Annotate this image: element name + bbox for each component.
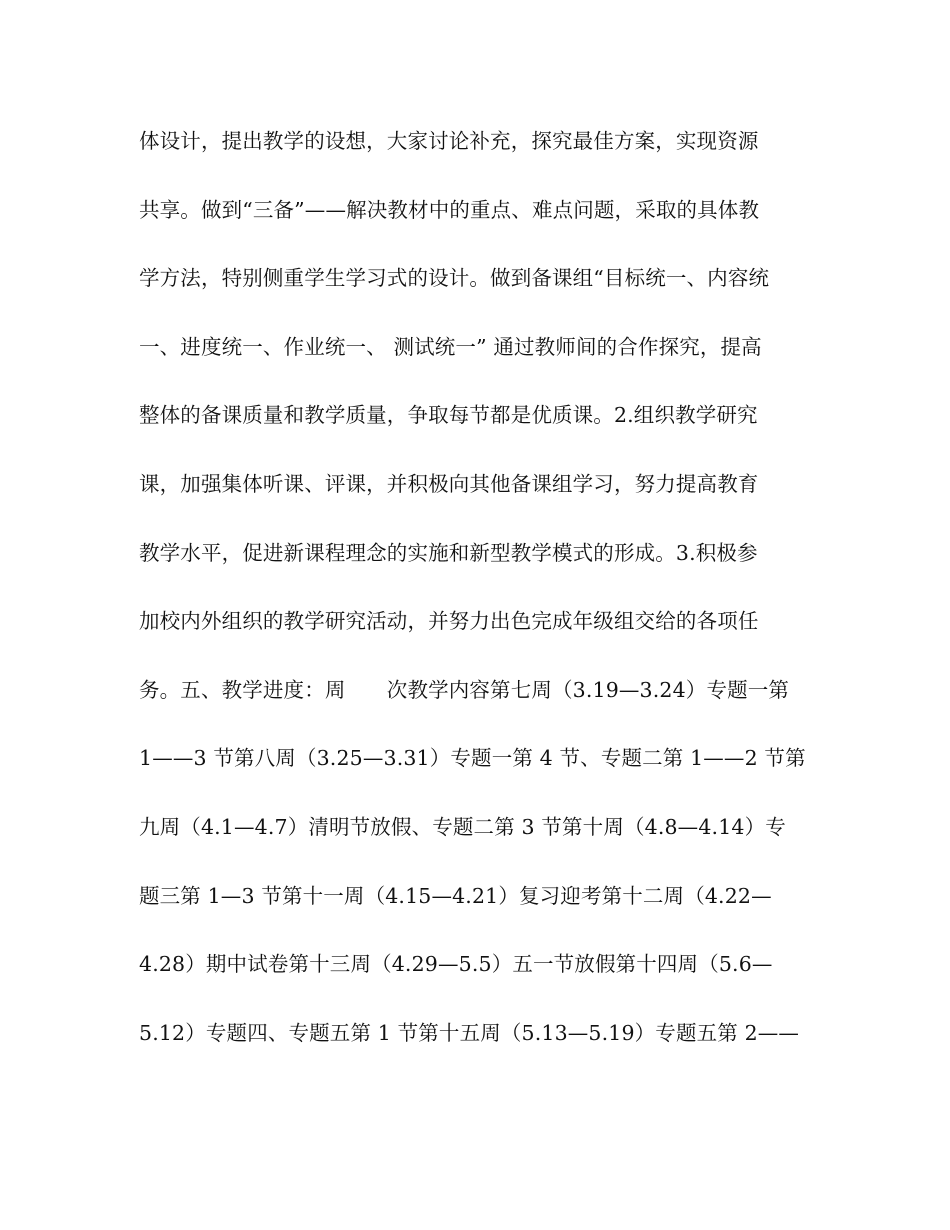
text-line-14: 5.12）专题四、专题五第 1 节第十五周（5.13—5.19）专题五第 2—— <box>139 1020 800 1045</box>
text-line-1: 体设计，提出教学的设想，大家讨论补充，探究最佳方案，实现资源 <box>139 129 759 153</box>
text-line-13: 4.28）期中试卷第十三周（4.29—5.5）五一节放假第十四周（5.6— <box>139 952 773 977</box>
text-line-6: 课，加强集体听课、评课，并积极向其他备课组学习，努力提高教育 <box>139 471 759 496</box>
text-line-8: 加校内外组织的教学研究活动，并努力出色完成年级组交给的各项任 <box>139 609 759 634</box>
body-text <box>139 120 819 1080</box>
text-line-12: 题三第 1—3 节第十一周（4.15—4.21）复习迎考第十二周（4.22— <box>139 883 772 908</box>
text-line-2: 共享。做到“三备”——解决教材中的重点、难点问题，采取的具体教 <box>139 197 760 222</box>
text-line-7: 教学水平，促进新课程理念的实施和新型教学模式的形成。3.积极参 <box>139 540 758 565</box>
text-line-4: 一、进度统一、作业统一、 测试统一” 通过教师间的合作探究，提高 <box>139 334 762 359</box>
text-line-10: 1——3 节第八周（3.25—3.31）专题一第 4 节、专题二第 1——2 节第 <box>139 746 806 771</box>
text-line-5: 整体的备课质量和教学质量，争取每节都是优质课。2.组织教学研究 <box>139 403 758 428</box>
text-line-11: 九周（4.1—4.7）清明节放假、专题二第 3 节第十周（4.8—4.14）专 <box>139 814 786 839</box>
text-line-3: 学方法，特别侧重学生学习式的设计。做到备课组“目标统一、内容统 <box>139 266 770 291</box>
text-line-9: 务。五、教学进度：周 次教学内容第七周（3.19—3.24）专题一第 <box>139 677 790 702</box>
